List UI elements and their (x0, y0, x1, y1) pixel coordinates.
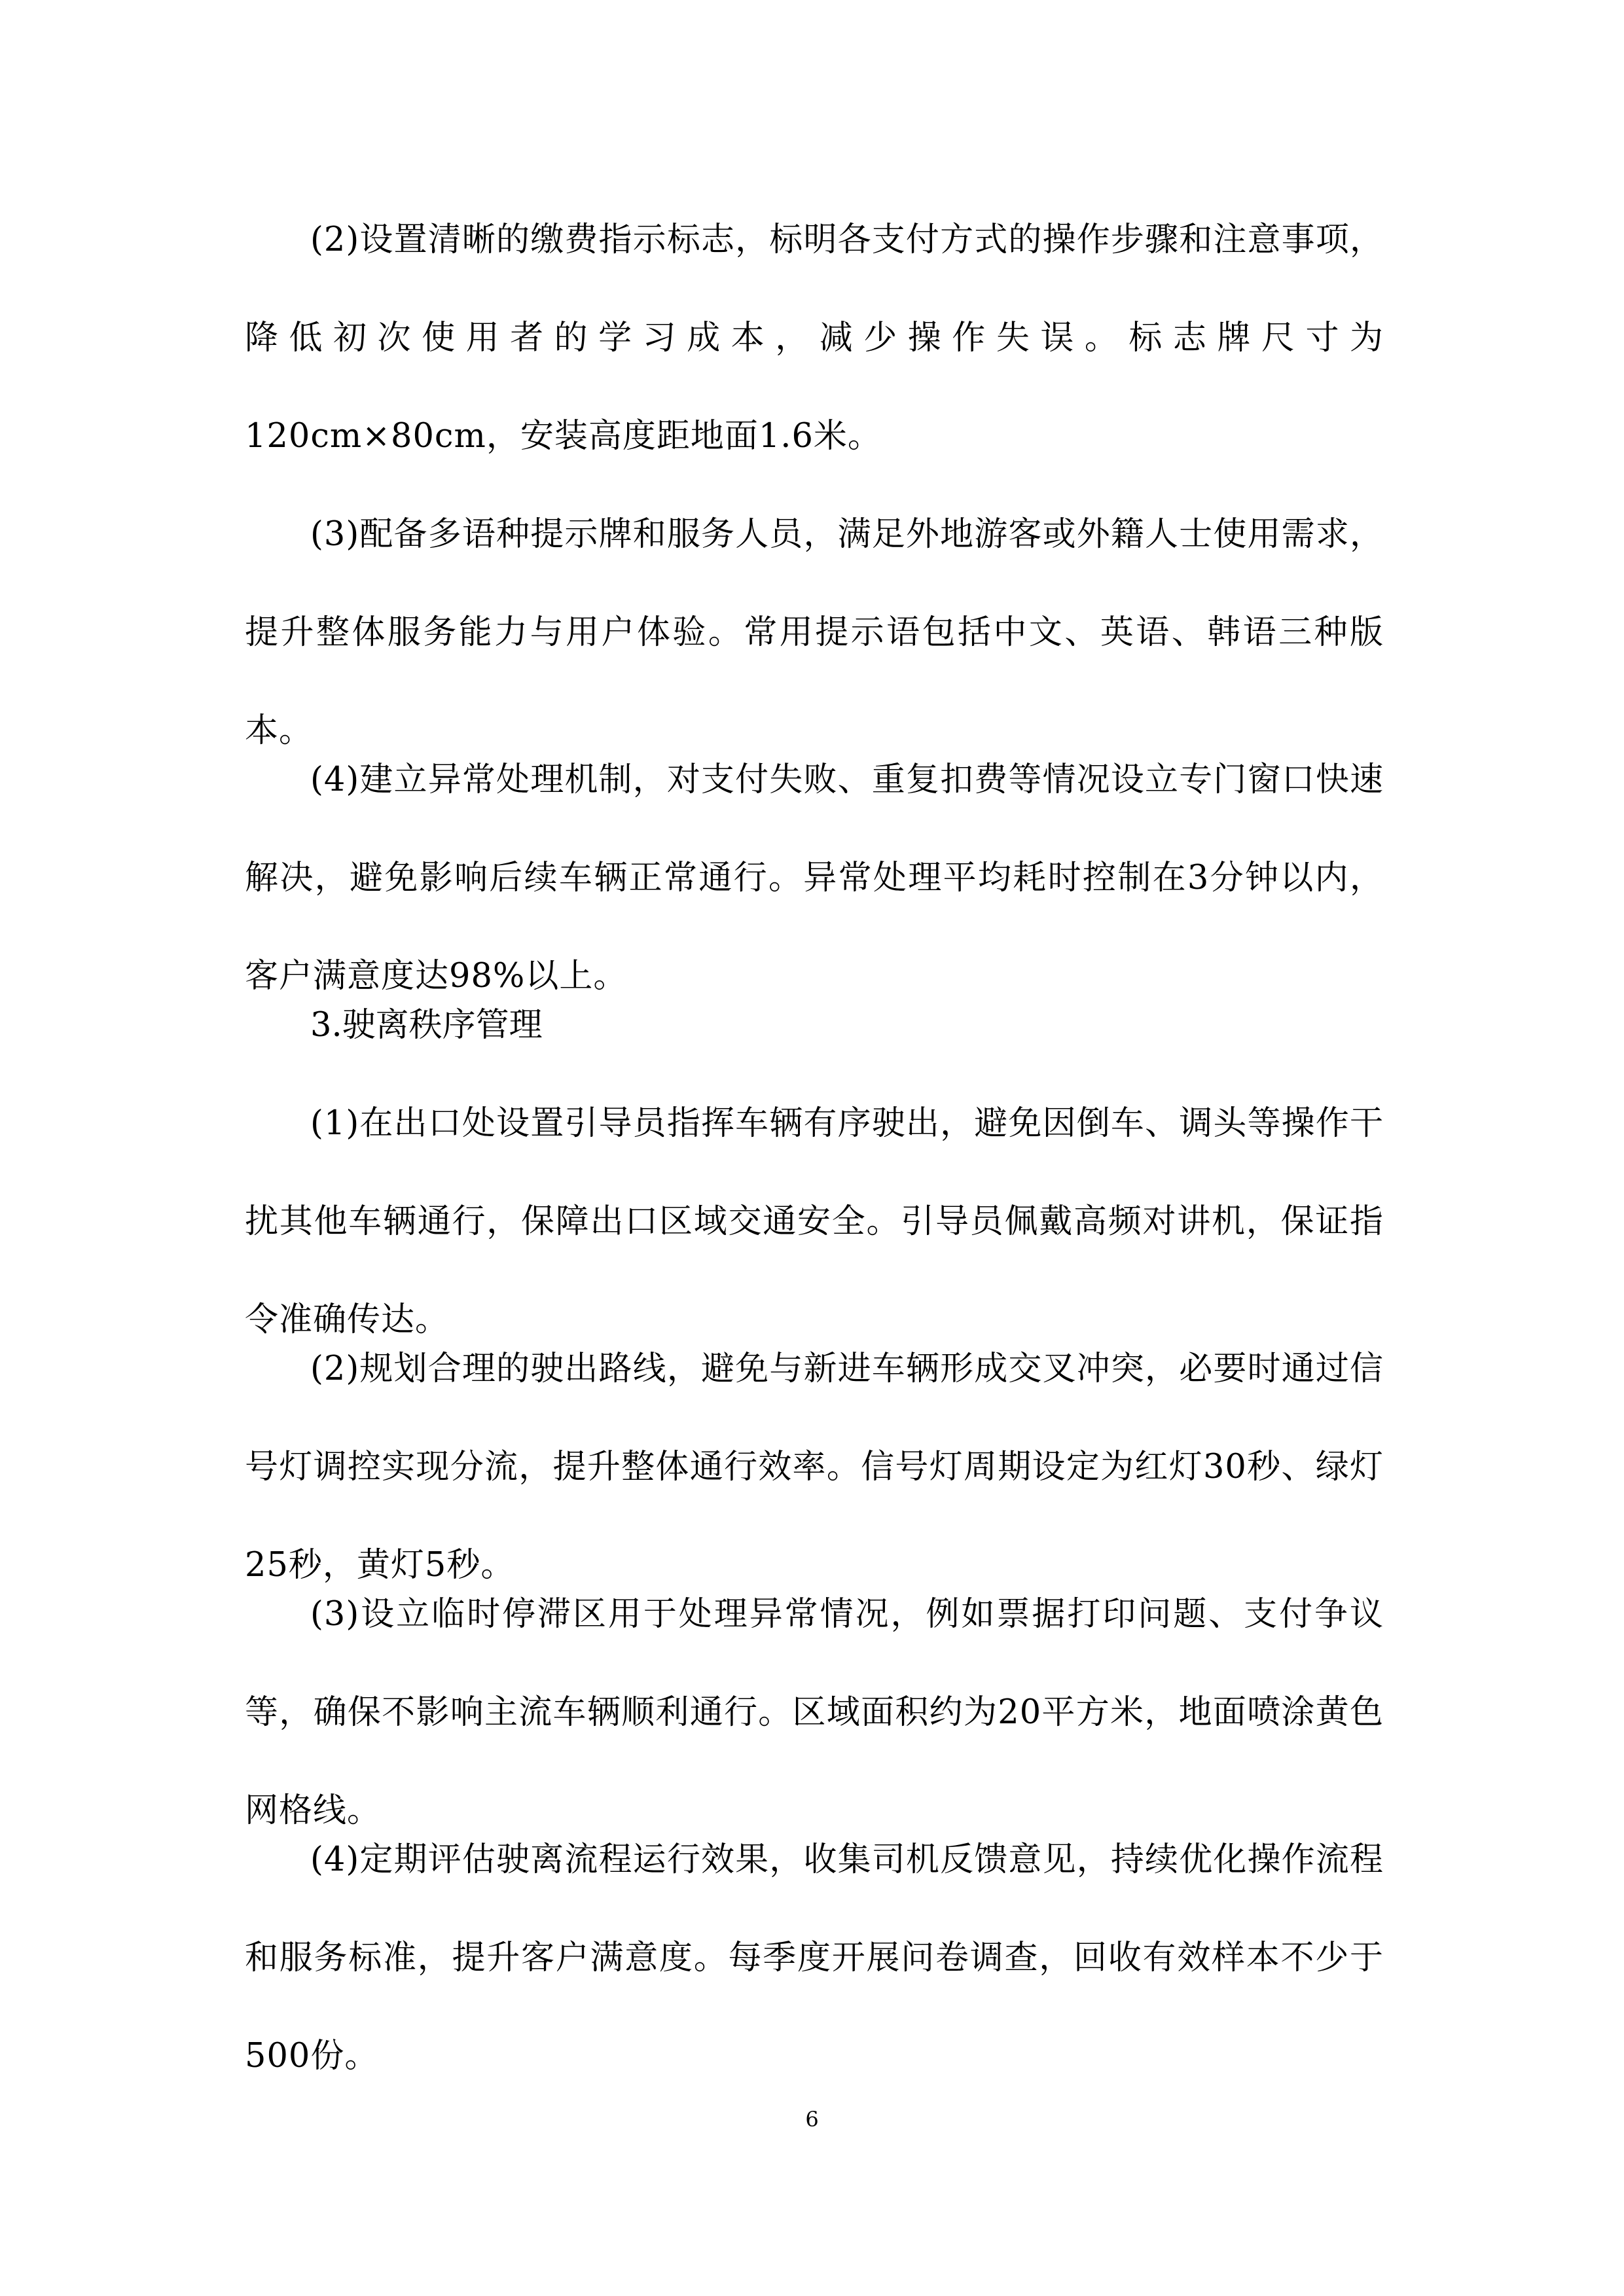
paragraph-multilingual-service: (3)配备多语种提示牌和服务人员，满足外地游客或外籍人士使用需求，提升整体服务能力与用户体验。常用提示语包括中文、英语、韩语三种版本。 (245, 515, 1384, 750)
paragraph-exit-guidance: (1)在出口处设置引导员指挥车辆有序驶出，避免因倒车、调头等操作干扰其他车辆通行，保障出口区域交通安全。引导员佩戴高频对讲机，保证指令准确传达。 (245, 1104, 1384, 1339)
paragraph-exception-handling: (4)建立异常处理机制，对支付失败、重复扣费等情况设立专门窗口快速解决，避免影响后续车辆正常通行。异常处理平均耗时控制在3分钟以内，客户满意度达98%以上。 (245, 761, 1384, 996)
paragraph-exit-route-planning: (2)规划合理的驶出路线，避免与新进车辆形成交叉冲突，必要时通过信号灯调控实现分流，提升整体通行效率。信号灯周期设定为红灯30秒、绿灯25秒，黄灯5秒。 (245, 1350, 1384, 1585)
paragraph-temporary-holding-area: (3)设立临时停滞区用于处理异常情况，例如票据打印问题、支付争议等，确保不影响主流车辆顺利通行。区域面积约为20平方米，地面喷涂黄色网格线。 (245, 1595, 1384, 1830)
section-heading: 3.驶离秩序管理 (310, 1006, 543, 1045)
paragraph-periodic-evaluation: (4)定期评估驶离流程运行效果，收集司机反馈意见，持续优化操作流程和服务标准，提升客户满意度。每季度开展问卷调查，回收有效样本不少于500份。 (245, 1840, 1384, 2075)
page-number: 6 (805, 2107, 819, 2132)
paragraph-payment-signage: (2)设置清晰的缴费指示标志，标明各支付方式的操作步骤和注意事项，降低初次使用者的学习成本，减少操作失误。标志牌尺寸为120cm×80cm，安装高度距地面1.6米。 (245, 221, 1384, 456)
